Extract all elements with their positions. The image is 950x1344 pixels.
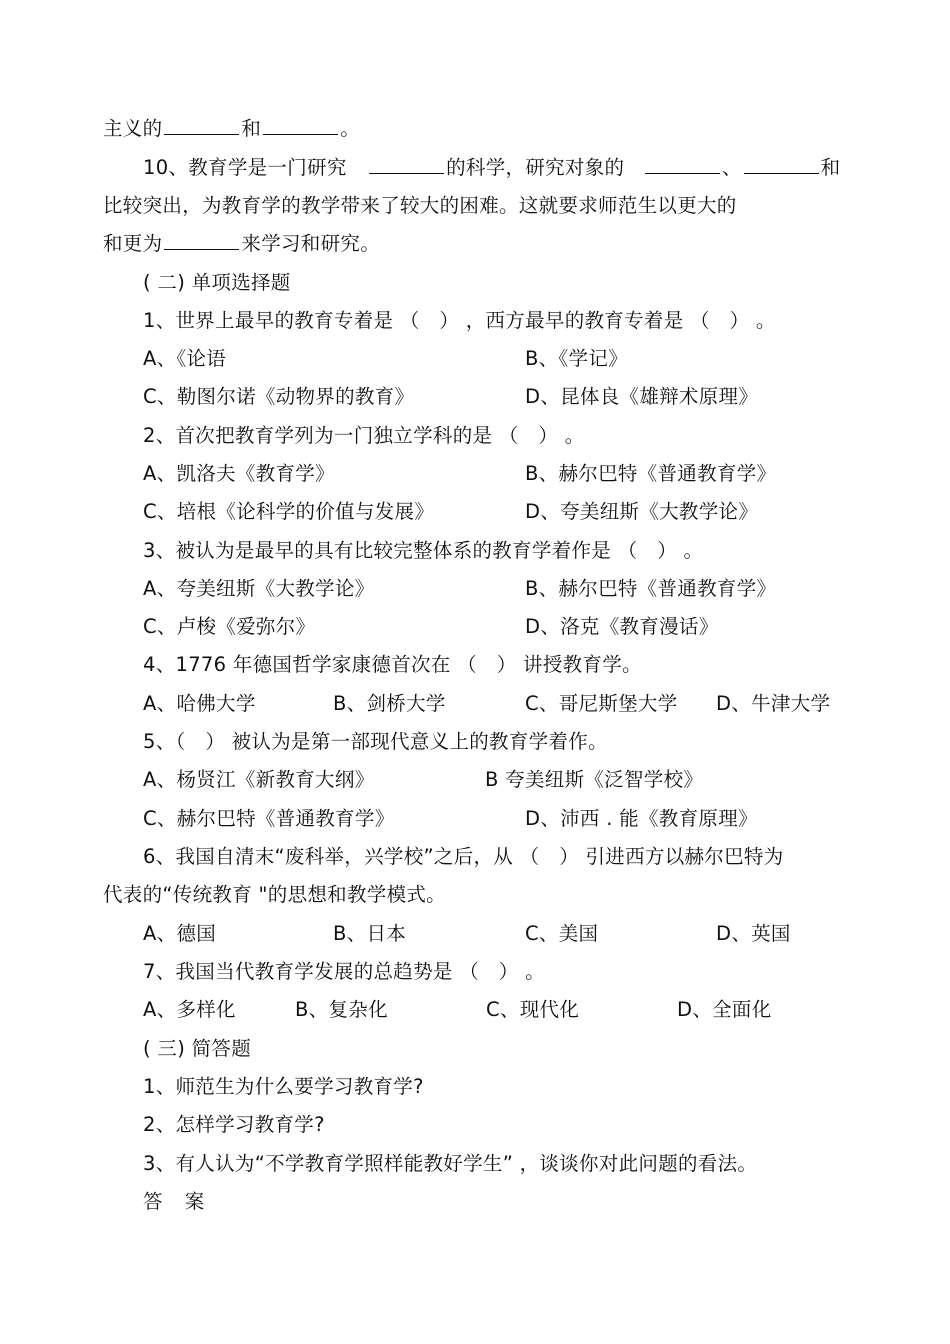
text-fragment: 。 [340,117,361,140]
option-b: B、复杂化 [295,998,388,1021]
option-b: B、日本 [333,922,407,945]
text-fragment: 、 [721,156,742,179]
blank-line [164,133,239,135]
text-fragment: 比较突出，为教育学的教学带来了较大的困难。这就要求师范生以更大的 [103,194,737,217]
option-a: A、《论语 [143,347,227,370]
section-heading: ( 三) 简答题 [143,1037,252,1060]
option-c: C、卢梭《爱弥尔》 [143,615,316,638]
option-a: A、夸美纽斯《大教学论》 [143,577,375,600]
option-b: B 夸美纽斯《泛智学校》 [485,768,704,791]
option-d: D、英国 [716,922,791,945]
text-fragment: 的科学，研究对象的 [446,156,625,179]
option-d: D、沛西 . 能《教育原理》 [525,807,758,830]
text-fragment: 和更为 [103,232,163,255]
option-b: B、《学记》 [525,347,628,370]
option-d: D、全面化 [677,998,772,1021]
blank-line [164,248,239,250]
question-10-line-2 [103,193,737,219]
question-stem-continued: 代表的“传统教育 "的思想和教学模式。 [103,883,446,906]
option-d: D、牛津大学 [716,692,831,715]
question-stem: 1、世界上最早的教育专着是 （ ） ，西方最早的教育专着是 （ ） 。 [143,309,776,332]
question-stem: 6、我国自清末“废科举，兴学校”之后，从 （ ） 引进西方以赫尔巴特为 [143,845,784,868]
question-stem: 5、（ ） 被认为是第一部现代意义上的教育学着作。 [143,730,608,753]
text-fragment: 来学习和研究。 [241,232,381,255]
option-d: D、夸美纽斯《大教学论》 [525,500,759,523]
option-a: A、德国 [143,922,217,945]
short-answer-question: 3、有人认为“不学教育学照样能教好学生” ，谈谈你对此问题的看法。 [143,1152,758,1175]
option-c: C、哥尼斯堡大学 [525,692,678,715]
option-a: A、凯洛夫《教育学》 [143,462,335,485]
answer-heading: 答 案 [143,1190,213,1213]
option-c: C、美国 [525,922,599,945]
blank-line [744,172,819,174]
short-answer-question: 2、怎样学习教育学? [143,1113,325,1136]
question-stem: 3、被认为是最早的具有比较完整体系的教育学着作是 （ ） 。 [143,539,704,562]
option-d: D、昆体良《雄辩术原理》 [525,385,759,408]
option-c: C、勒图尔诺《动物界的教育》 [143,385,415,408]
question-stem: 2、首次把教育学列为一门独立学科的是 （ ） 。 [143,424,585,447]
question-10-line-1 [143,155,840,181]
text-fragment: 和 [820,156,841,179]
blank-line [369,172,444,174]
option-c: C、赫尔巴特《普通教育学》 [143,807,395,830]
question-stem: 7、我国当代教育学发展的总趋势是 （ ） 。 [143,960,545,983]
blank-line [645,172,720,174]
option-a: A、哈佛大学 [143,692,256,715]
option-c: C、现代化 [486,998,580,1021]
section-heading: ( 二) 单项选择题 [143,271,291,294]
option-a: A、多样化 [143,998,236,1021]
option-c: C、培根《论科学的价值与发展》 [143,500,435,523]
option-b: B、赫尔巴特《普通教育学》 [525,577,777,600]
intro-line-1 [103,116,360,142]
text-fragment: 10、教育学是一门研究 [143,156,347,179]
option-b: B、剑桥大学 [333,692,446,715]
short-answer-question: 1、师范生为什么要学习教育学? [143,1075,424,1098]
option-a: A、杨贤江《新教育大纲》 [143,768,375,791]
option-d: D、洛克《教育漫话》 [525,615,719,638]
text-fragment: 和 [241,117,262,140]
option-b: B、赫尔巴特《普通教育学》 [525,462,777,485]
text-fragment: 主义的 [103,117,163,140]
blank-line [263,133,338,135]
question-stem: 4、1776 年德国哲学家康德首次在 （ ） 讲授教育学。 [143,653,642,676]
question-10-line-3 [103,231,380,257]
